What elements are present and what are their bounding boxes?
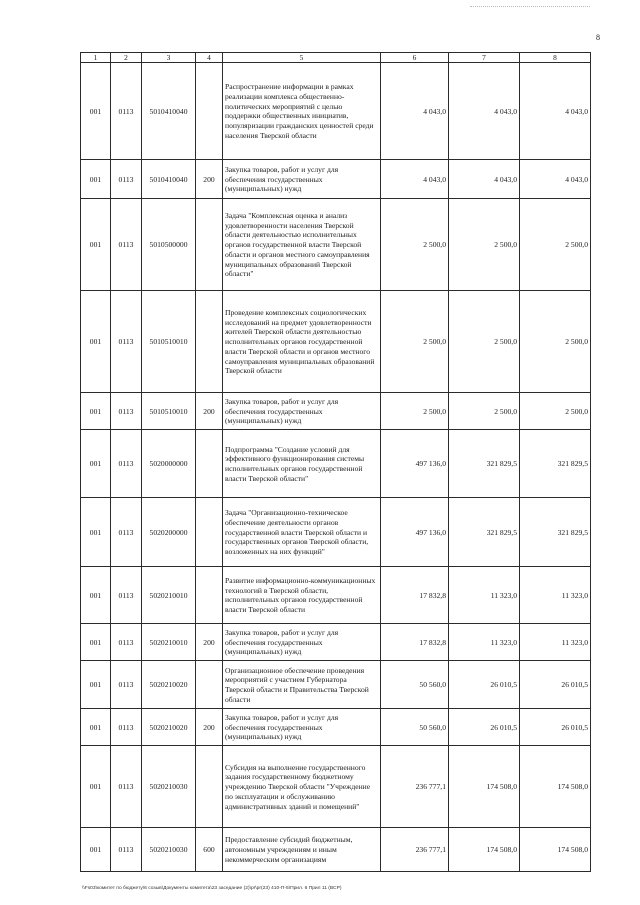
table-row (81, 498, 591, 567)
admin-code: 001 (81, 63, 111, 160)
expense-type (196, 498, 223, 567)
amount-col6: 497 136,0 (381, 430, 449, 498)
description: Закупка товаров, работ и услуг для обеспечения государственных (муниципальных) нужд (223, 709, 381, 746)
amount-col8: 2 500,0 (520, 393, 591, 430)
section-code: 0113 (111, 746, 142, 828)
section-code: 0113 (111, 199, 142, 291)
page-number: 8 (596, 33, 600, 42)
description: Задача "Комплексная оценка и анализ удовлетворенности населения Тверской области деятельностью исполнительных органов государственной власти Тверской области и органов местного самоуправления муниципальных образований Тверской области" (223, 199, 381, 291)
table-row (81, 199, 591, 291)
description: Подпрограмма "Создание условий для эффективного функционирования системы исполнительных органов государственной власти Тверской области" (223, 430, 381, 498)
admin-code: 001 (81, 828, 111, 872)
amount-col7: 11 323,0 (449, 624, 520, 661)
amount-col6: 4 043,0 (381, 160, 449, 199)
col-header-8: 8 (520, 53, 591, 63)
expense-type (196, 746, 223, 828)
table-row (81, 430, 591, 498)
section-code: 0113 (111, 498, 142, 567)
amount-col7: 26 010,5 (449, 709, 520, 746)
amount-col8: 321 829,5 (520, 430, 591, 498)
amount-col7: 26 010,5 (449, 661, 520, 709)
description: Развитие информационно-коммуникационных технологий в Тверской области, исполнительных органов государственной власти Тверской области (223, 567, 381, 624)
admin-code: 001 (81, 291, 111, 393)
amount-col8: 321 829,5 (520, 498, 591, 567)
description: Закупка товаров, работ и услуг для обеспечения государственных (муниципальных) нужд (223, 393, 381, 430)
expense-type (196, 291, 223, 393)
admin-code: 001 (81, 567, 111, 624)
table-row (81, 624, 591, 661)
section-code: 0113 (111, 567, 142, 624)
budget-table (80, 52, 591, 872)
file-path-footer: \\Fs03\комитет по бюджету\6 созыв\Документы комитета\23 заседание (2)\pr\pr(23) 410-П-5\Прил. 6 Прил 11 (ВСР) (82, 886, 342, 891)
description: Организационное обеспечение проведения мероприятий с участием Губернатора Тверской области и Правительства Тверской области (223, 661, 381, 709)
target-code: 5020210010 (142, 624, 196, 661)
table-row (81, 661, 591, 709)
description: Задача "Организационно-техническое обеспечение деятельности органов государственной власти Тверской области и государственных органов Тверской области, возложенных на них функций" (223, 498, 381, 567)
amount-col8: 174 508,0 (520, 746, 591, 828)
description: Закупка товаров, работ и услуг для обеспечения государственных (муниципальных) нужд (223, 160, 381, 199)
section-code: 0113 (111, 828, 142, 872)
table-row (81, 393, 591, 430)
expense-type (196, 430, 223, 498)
expense-type: 200 (196, 624, 223, 661)
section-code: 0113 (111, 709, 142, 746)
target-code: 5010500000 (142, 199, 196, 291)
target-code: 5010510010 (142, 393, 196, 430)
target-code: 5020210030 (142, 828, 196, 872)
amount-col6: 50 560,0 (381, 661, 449, 709)
amount-col6: 17 832,8 (381, 624, 449, 661)
expense-type: 600 (196, 828, 223, 872)
description: Предоставление субсидий бюджетным, автономным учреждениям и иным некоммерческим организациям (223, 828, 381, 872)
section-code: 0113 (111, 430, 142, 498)
col-header-3: 3 (142, 53, 196, 63)
amount-col6: 2 500,0 (381, 291, 449, 393)
section-code: 0113 (111, 624, 142, 661)
target-code: 5010510010 (142, 291, 196, 393)
amount-col7: 4 043,0 (449, 160, 520, 199)
target-code: 5020210020 (142, 661, 196, 709)
amount-col7: 11 323,0 (449, 567, 520, 624)
amount-col8: 174 508,0 (520, 828, 591, 872)
admin-code: 001 (81, 661, 111, 709)
admin-code: 001 (81, 160, 111, 199)
col-header-5: 5 (223, 53, 381, 63)
section-code: 0113 (111, 661, 142, 709)
section-code: 0113 (111, 160, 142, 199)
admin-code: 001 (81, 624, 111, 661)
amount-col7: 321 829,5 (449, 498, 520, 567)
target-code: 5010410040 (142, 160, 196, 199)
expense-type: 200 (196, 160, 223, 199)
amount-col8: 26 010,5 (520, 661, 591, 709)
table-row (81, 567, 591, 624)
table-row (81, 160, 591, 199)
col-header-1: 1 (81, 53, 111, 63)
table-row (81, 291, 591, 393)
section-code: 0113 (111, 63, 142, 160)
amount-col7: 2 500,0 (449, 199, 520, 291)
target-code: 5020210020 (142, 709, 196, 746)
expense-type (196, 199, 223, 291)
amount-col7: 4 043,0 (449, 63, 520, 160)
amount-col8: 4 043,0 (520, 63, 591, 160)
col-header-7: 7 (449, 53, 520, 63)
section-code: 0113 (111, 291, 142, 393)
amount-col7: 174 508,0 (449, 746, 520, 828)
col-header-2: 2 (111, 53, 142, 63)
table-row (81, 828, 591, 872)
expense-type (196, 567, 223, 624)
scan-marks (470, 6, 590, 11)
amount-col6: 4 043,0 (381, 63, 449, 160)
col-header-6: 6 (381, 53, 449, 63)
amount-col6: 497 136,0 (381, 498, 449, 567)
target-code: 5020210010 (142, 567, 196, 624)
col-header-4: 4 (196, 53, 223, 63)
section-code: 0113 (111, 393, 142, 430)
description: Проведение комплексных социологических исследований на предмет удовлетворенности жителей Тверской области деятельностью исполнительных органов государственной власти Тверской области и органов местного самоуправления муниципальных образований Тверской области (223, 291, 381, 393)
amount-col7: 321 829,5 (449, 430, 520, 498)
expense-type (196, 63, 223, 160)
amount-col7: 2 500,0 (449, 393, 520, 430)
admin-code: 001 (81, 709, 111, 746)
admin-code: 001 (81, 430, 111, 498)
admin-code: 001 (81, 199, 111, 291)
target-code: 5020210030 (142, 746, 196, 828)
amount-col8: 2 500,0 (520, 291, 591, 393)
description: Субсидия на выполнение государственного задания государственному бюджетному учреждению Тверской области "Учреждение по эксплуатации и обслуживанию административных зданий и помещений" (223, 746, 381, 828)
amount-col6: 2 500,0 (381, 393, 449, 430)
expense-type (196, 661, 223, 709)
amount-col6: 236 777,1 (381, 746, 449, 828)
admin-code: 001 (81, 498, 111, 567)
amount-col8: 26 010,5 (520, 709, 591, 746)
description: Распространение информации в рамках реализации комплекса общественно-политических мероприятий с целью поддержки общественных инициатив, популяризации гражданских ценностей среди населения Тверской области (223, 63, 381, 160)
target-code: 5020000000 (142, 430, 196, 498)
table-row (81, 709, 591, 746)
amount-col7: 2 500,0 (449, 291, 520, 393)
target-code: 5020200000 (142, 498, 196, 567)
amount-col7: 174 508,0 (449, 828, 520, 872)
expense-type: 200 (196, 393, 223, 430)
table-row (81, 746, 591, 828)
amount-col8: 11 323,0 (520, 567, 591, 624)
amount-col6: 2 500,0 (381, 199, 449, 291)
table-row (81, 63, 591, 160)
amount-col8: 2 500,0 (520, 199, 591, 291)
amount-col8: 4 043,0 (520, 160, 591, 199)
admin-code: 001 (81, 393, 111, 430)
header-row (81, 53, 591, 63)
amount-col6: 236 777,1 (381, 828, 449, 872)
amount-col8: 11 323,0 (520, 624, 591, 661)
admin-code: 001 (81, 746, 111, 828)
amount-col6: 17 832,8 (381, 567, 449, 624)
expense-type: 200 (196, 709, 223, 746)
amount-col6: 50 560,0 (381, 709, 449, 746)
target-code: 5010410040 (142, 63, 196, 160)
description: Закупка товаров, работ и услуг для обеспечения государственных (муниципальных) нужд (223, 624, 381, 661)
